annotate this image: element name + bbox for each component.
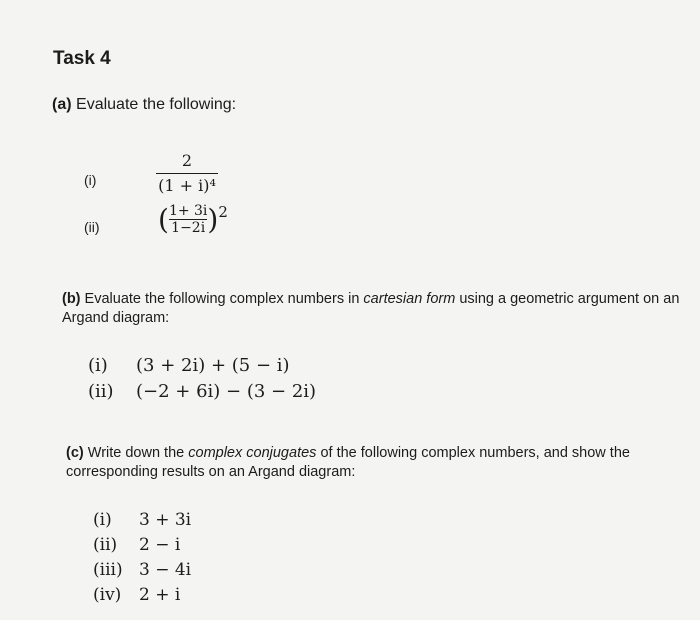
part-c-item-2-expr: 2 − i (139, 535, 181, 555)
part-c-item-3 (93, 560, 191, 580)
part-a-item-1-fraction (156, 150, 218, 196)
part-b-item-2-roman: (ii) (88, 381, 114, 402)
part-b-item-1 (88, 355, 290, 376)
part-b-text-before: Evaluate the following complex numbers in (84, 291, 360, 307)
part-c-label: (c) (66, 445, 84, 461)
part-c-item-4 (93, 585, 180, 605)
part-c-item-1-roman: (i) (93, 510, 112, 530)
part-b-item-2 (88, 381, 316, 402)
part-b-item-1-roman: (i) (88, 355, 108, 376)
part-a-item-1-roman: (i) (84, 172, 97, 188)
part-b-item-2-expr: (−2 + 6i) − (3 − 2i) (136, 381, 317, 402)
open-paren: ( (158, 202, 169, 236)
part-b-text-after: using a geometric argument on an Argand diagram: (62, 291, 680, 326)
part-b-emphasis: cartesian form (363, 291, 456, 307)
part-c-item-2 (93, 535, 180, 555)
part-c-emphasis: complex conjugates (188, 445, 317, 461)
part-a-text: Evaluate the following: (76, 96, 237, 113)
part-c-item-3-roman: (iii) (93, 560, 123, 580)
part-a-item-2-roman: (ii) (84, 219, 100, 235)
part-a-item-2-numerator: 1+ 3i (168, 203, 208, 219)
part-c-item-2-roman: (ii) (93, 535, 118, 555)
part-a-item-1-numerator: 2 (181, 151, 193, 170)
part-a-item-2-denominator: 1−2i (171, 220, 206, 237)
part-a-label: (a) (52, 96, 72, 113)
part-c-item-4-expr: 2 + i (139, 585, 181, 605)
part-a-heading (52, 96, 236, 114)
part-b-item-1-expr: (3 + 2i) + (5 − i) (136, 355, 290, 376)
part-c-item-1 (93, 510, 191, 530)
task-title: Task 4 (53, 48, 111, 69)
part-c-item-3-expr: 3 − 4i (139, 560, 192, 580)
close-paren: ) (207, 202, 219, 236)
part-c-item-1-expr: 3 + 3i (139, 510, 192, 530)
part-c-text-after: of the following complex numbers, and show the corresponding results on an Argand diagram: (66, 445, 630, 480)
part-b-heading (62, 290, 682, 328)
part-a-item-1-denominator: (1 + i)⁴ (158, 176, 216, 196)
part-a-item-2-exponent: 2 (218, 202, 228, 221)
part-c-text-before: Write down the (87, 445, 185, 461)
part-b-label: (b) (62, 291, 81, 307)
part-c-heading (66, 444, 686, 482)
part-c-item-4-roman: (iv) (93, 585, 122, 605)
part-a-item-2-expression (158, 203, 228, 236)
